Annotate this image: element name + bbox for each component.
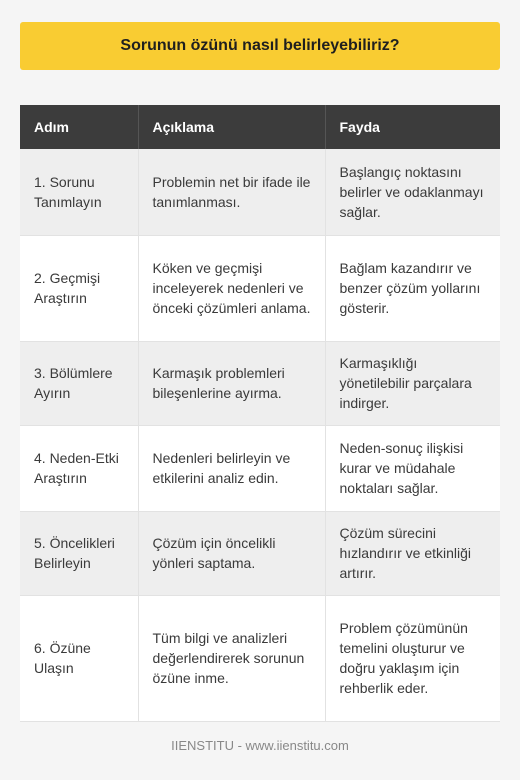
description-cell: Köken ve geçmişi inceleyerek nedenleri ve önceki çözümleri anlama. [138, 235, 325, 341]
step-cell: 1. Sorunu Tanımlayın [20, 149, 138, 235]
step-cell: 3. Bölümlere Ayırın [20, 341, 138, 425]
benefit-cell: Karmaşıklığı yönetilebilir parçalara indirger. [325, 341, 500, 425]
table-row [20, 149, 500, 235]
table-row [20, 341, 500, 425]
step-cell: 5. Öncelikleri Belirleyin [20, 511, 138, 595]
step-cell: 6. Özüne Ulaşın [20, 595, 138, 721]
table-row [20, 235, 500, 341]
description-cell: Problemin net bir ifade ile tanımlanması. [138, 149, 325, 235]
benefit-cell: Çözüm sürecini hızlandırır ve etkinliği artırır. [325, 511, 500, 595]
benefit-cell: Bağlam kazandırır ve benzer çözüm yollarını gösterir. [325, 235, 500, 341]
column-header-step: Adım [20, 105, 138, 149]
benefit-cell: Neden-sonuç ilişkisi kurar ve müdahale noktaları sağlar. [325, 425, 500, 511]
table-row [20, 595, 500, 721]
column-header-benefit: Fayda [325, 105, 500, 149]
description-cell: Tüm bilgi ve analizleri değerlendirerek sorunun özüne inme. [138, 595, 325, 721]
table-row [20, 425, 500, 511]
description-cell: Nedenleri belirleyin ve etkilerini analiz edin. [138, 425, 325, 511]
page-title: Sorunun özünü nasıl belirleyebiliriz? [120, 37, 400, 54]
step-cell: 4. Neden-Etki Araştırın [20, 425, 138, 511]
step-cell: 2. Geçmişi Araştırın [20, 235, 138, 341]
table-header-row [20, 105, 500, 149]
description-cell: Karmaşık problemleri bileşenlerine ayırma. [138, 341, 325, 425]
benefit-cell: Başlangıç noktasını belirler ve odaklanmayı sağlar. [325, 149, 500, 235]
benefit-cell: Problem çözümünün temelini oluşturur ve doğru yaklaşım için rehberlik eder. [325, 595, 500, 721]
description-cell: Çözüm için öncelikli yönleri saptama. [138, 511, 325, 595]
title-banner [20, 22, 500, 70]
steps-table [20, 105, 500, 722]
table-row [20, 511, 500, 595]
footer-credit: IIENSTITU - www.iienstitu.com [171, 738, 349, 753]
column-header-description: Açıklama [138, 105, 325, 149]
